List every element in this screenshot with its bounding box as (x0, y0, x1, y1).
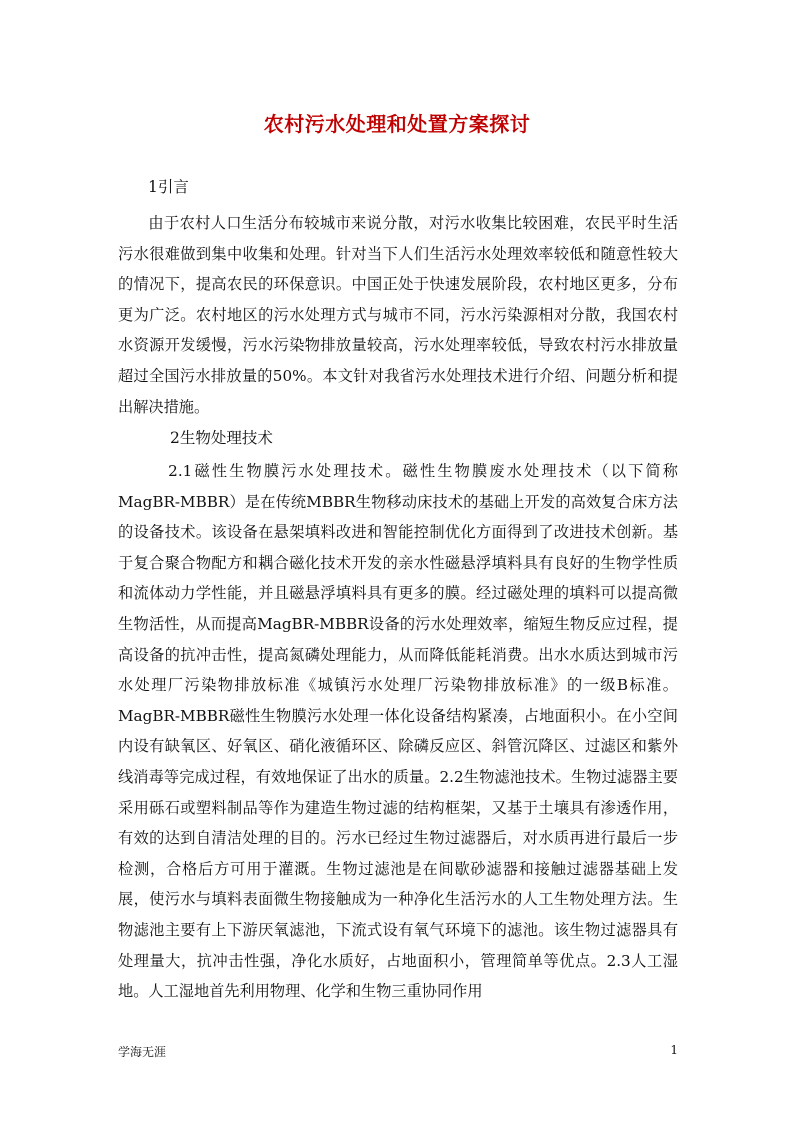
document-title: 农村污水处理和处置方案探讨 (263, 112, 531, 136)
page-number: 1 (670, 1043, 678, 1057)
section-heading-biological-treatment: 2生物处理技术 (170, 429, 273, 447)
paragraph-introduction: 由于农村人口生活分布较城市来说分散，对污水收集比较困难，农民平时生活污水很难做到集中收集和处理。针对当下人们生活污水处理效率较低和随意性较大的情况下，提高农民的环保意识。中国正处于快速发展阶段，农村地区更多，分布更为广泛。农村地区的污水处理方式与城市不同，污水污染源相对分散，我国农村水资源开发缓慢，污水污染物排放量较高，污水处理率较低，导致农村污水排放量超过全国污水排放量的50%。本文针对我省污水处理技术进行介绍、问题分析和提出解决措施。 (118, 214, 678, 416)
paragraph-biological-treatment: 2.1磁性生物膜污水处理技术。磁性生物膜废水处理技术（以下简称MagBR-MBBR）是在传统MBBR生物移动床技术的基础上开发的高效复合床方法的设备技术。该设备在悬架填料改进和智能控制优化方面得到了改进技术创新。基于复合聚合物配方和耦合磁化技术开发的亲水性磁悬浮填料具有良好的生物学性质和流体动力学性能，并且磁悬浮填料具有更多的膜。经过磁处理的填料可以提高微生物活性，从而提高MagBR-MBBR设备的污水处理效率，缩短生物反应过程，提高设备的抗冲击性，提高氮磷处理能力，从而降低能耗消费。出水水质达到城市污水处理厂污染物排放标准《城镇污水处理厂污染物排放标准》的一级B标准。MagBR-MBBR磁性生物膜污水处理一体化设备结构紧凑，占地面积小。在小空间内设有缺氧区、好氧区、硝化液循环区、除磷反应区、斜管沉降区、过滤区和紫外线消毒等完成过程，有效地保证了出水的质量。2.2生物滤池技术。生物过滤器主要采用砾石或塑料制品等作为建造生物过滤的结构框架，又基于土壤具有渗透作用，有效的达到自清洁处理的目的。污水已经过生物过滤器后，对水质再进行最后一步检测，合格后方可用于灌溉。生物过滤池是在间歇砂滤器和接触过滤器基础上发展，使污水与填料表面微生物接触成为一种净化生活污水的人工生物处理方法。生物滤池主要有上下游厌氧滤池，下流式设有氧气环境下的滤池。该生物过滤器具有处理量大，抗冲击性强，净化水质好，占地面积小，管理简单等优点。2.3人工湿地。人工湿地首先利用物理、化学和生物三重协同作用 (118, 462, 678, 1001)
footer-text: 学海无涯 (118, 1045, 167, 1059)
section-heading-introduction: 1引言 (148, 178, 189, 196)
